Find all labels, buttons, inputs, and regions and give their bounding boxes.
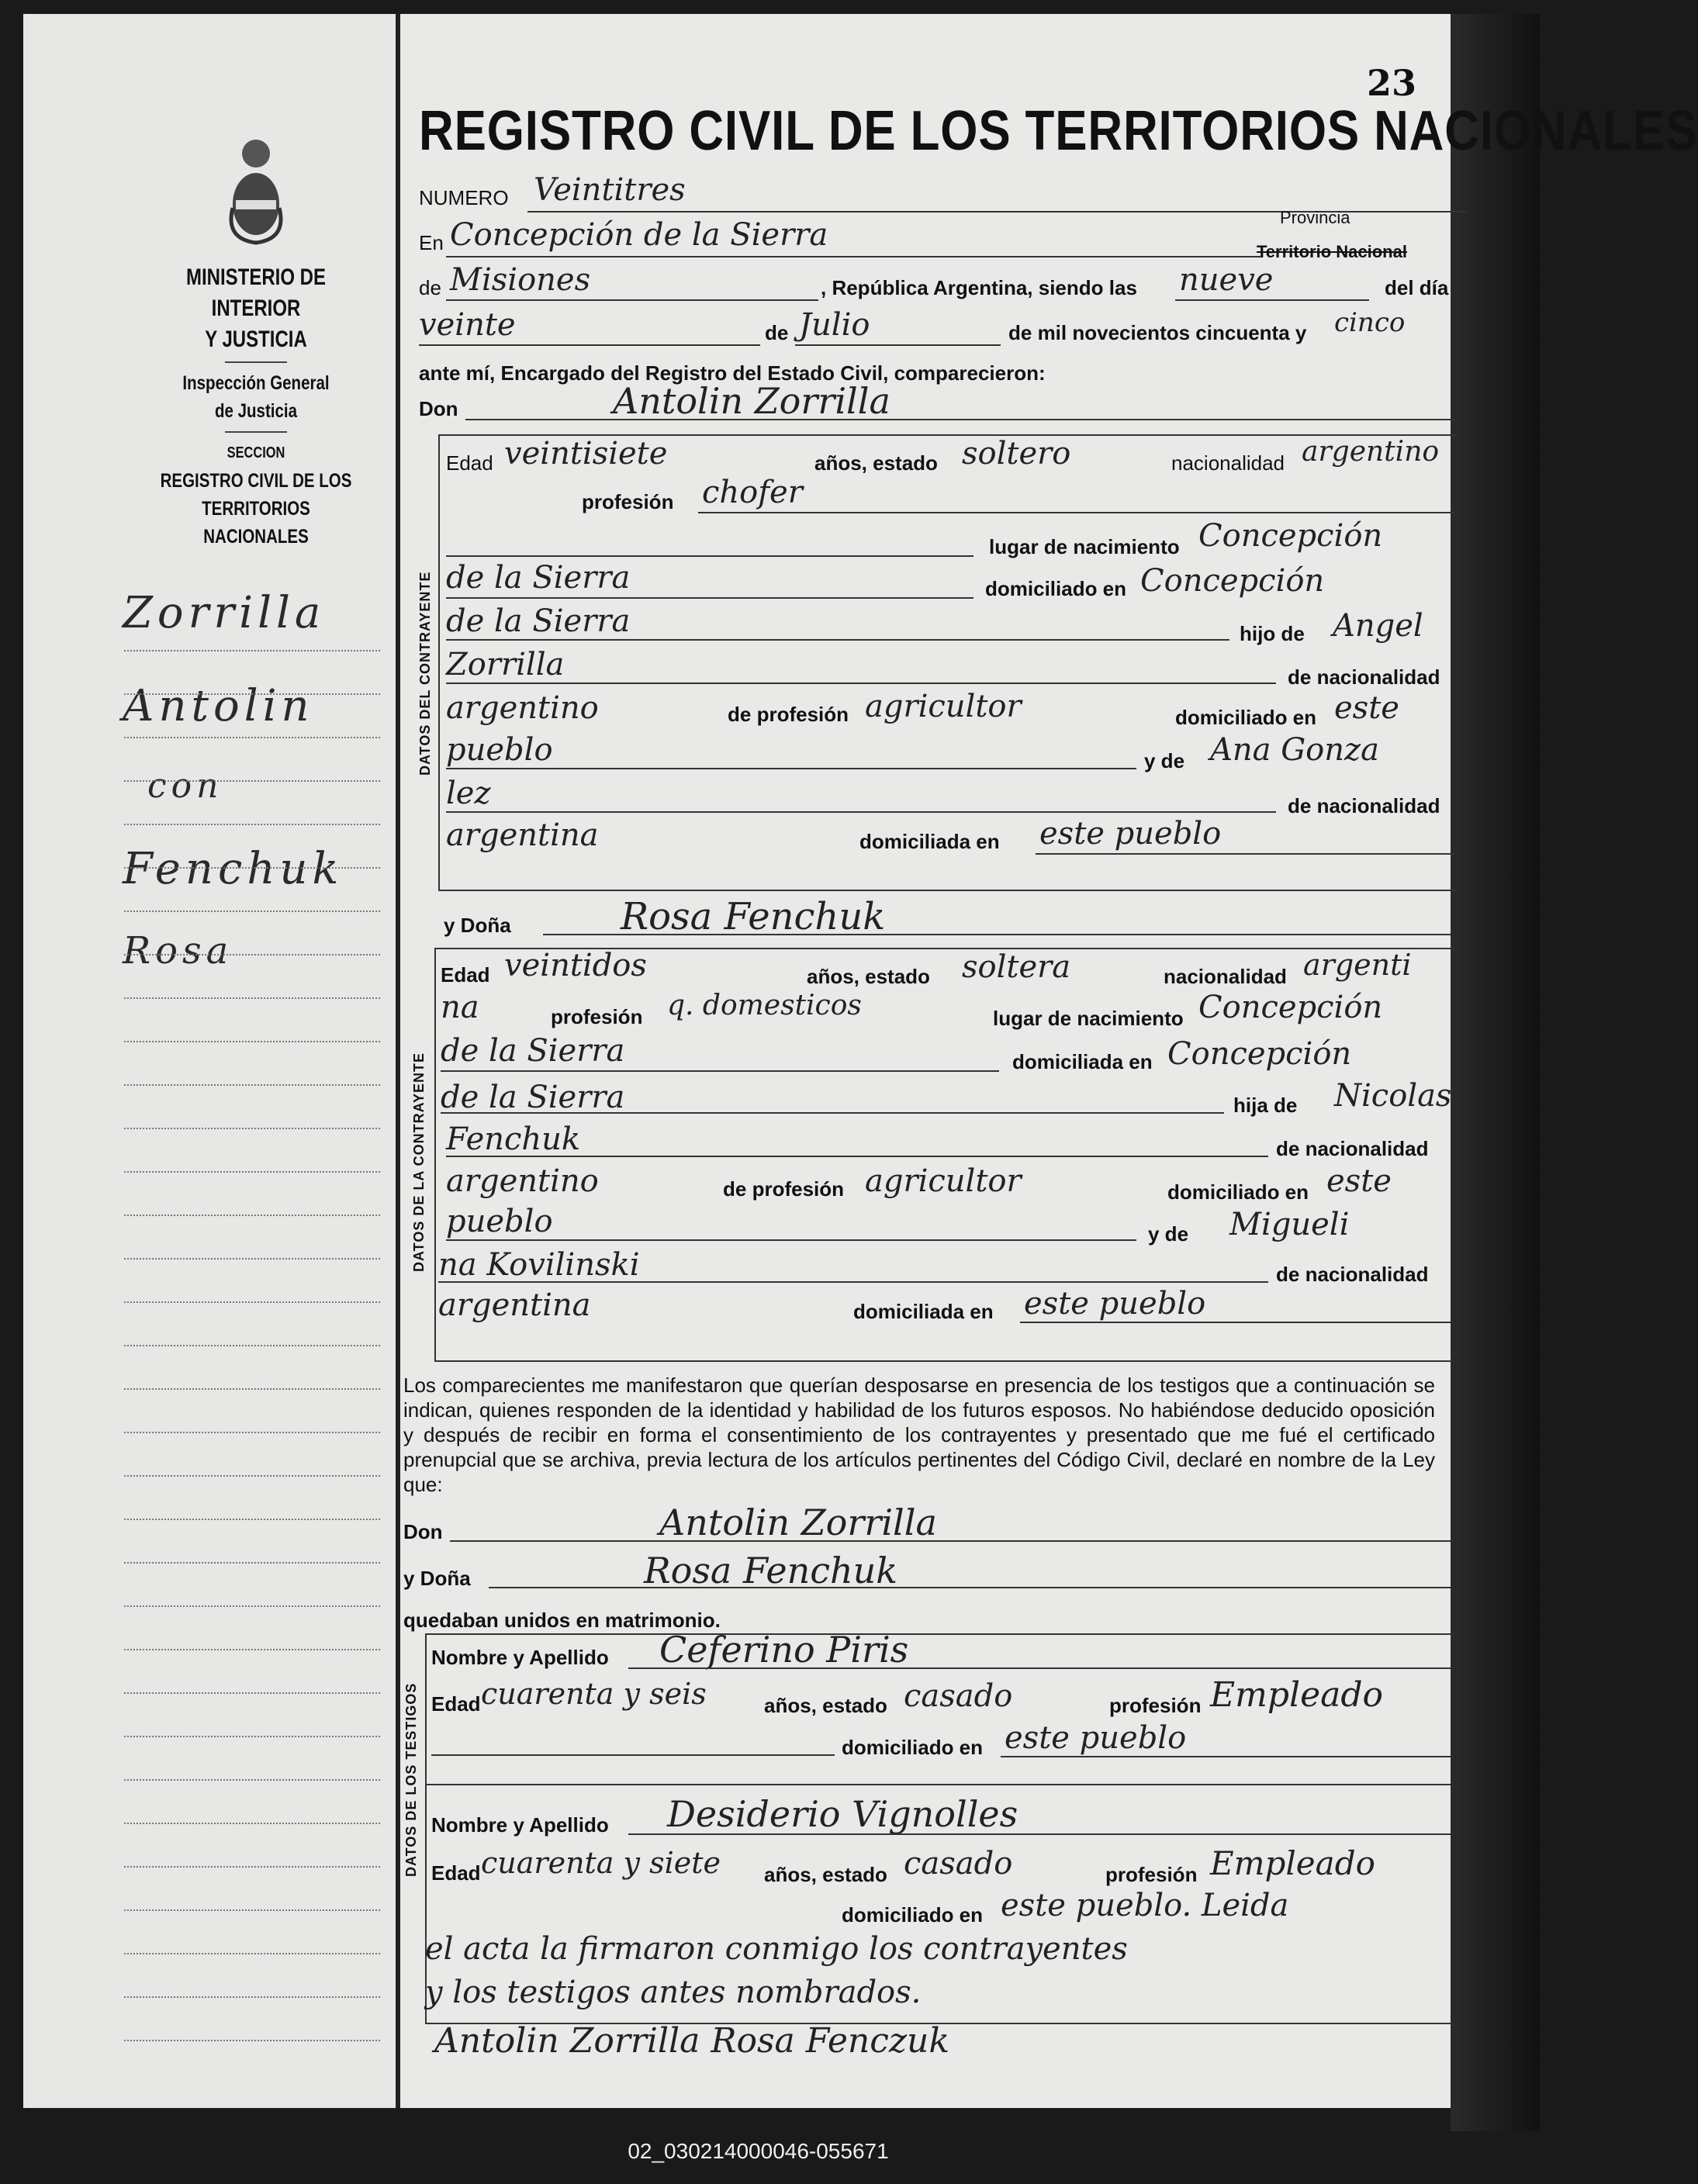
mil-label: de mil novecientos cincuenta y [1008,321,1307,344]
g-dom-value1: Concepción [1140,563,1325,599]
margin-ruled-line [124,1388,380,1390]
margin-ruled-line [124,954,380,955]
margin-ruled-line [124,1258,380,1260]
b-padre-nac-label: de nacionalidad [1276,1137,1429,1160]
margin-ruled-line [124,737,380,738]
b-anos-estado-label: años, estado [807,965,930,988]
margin-name-3: con [147,766,223,806]
page-number: 23 [1367,62,1417,104]
b-dom-value1: Concepción [1167,1036,1352,1072]
b-padre-dom-value2: pueblo [446,1204,553,1239]
g-padre-dom-value2: pueblo [446,732,553,768]
b-nac-value1: argenti [1303,948,1412,982]
margin-name-2: Antolin [123,681,314,731]
g-y-de-label: y de [1144,749,1185,772]
b-lugar-value1: Concepción [1198,990,1383,1025]
closing-line2: y los testigos antes nombrados. [425,1975,922,2010]
margin-ruled-line [124,1649,380,1650]
b-madre-dom-value: este pueblo [1024,1286,1206,1322]
g-padre-value2: Zorrilla [446,647,565,682]
margin-ruled-line [124,1605,380,1607]
g-estado-value: soltero [962,436,1071,472]
del-dia-label: del día [1385,276,1449,299]
page-title: REGISTRO CIVIL DE LOS TERRITORIOS NACIONALES [419,100,1698,162]
g-madre-dom-value: este pueblo [1039,816,1222,852]
b-madre-nac-label: de nacionalidad [1276,1263,1429,1286]
b-edad-label: Edad [441,963,490,987]
groom-section-label: DATOS DEL CONTRAYENTE [417,571,433,776]
g-madre-value2: lez [446,776,491,811]
margin-ruled-line [124,997,380,999]
g-padre-dom-value: este [1334,690,1399,726]
t1-dom-value: este pueblo [1005,1720,1187,1756]
provincia-value: Misiones [450,262,591,298]
numero-value: Veintitres [534,172,686,208]
dia-value: veinte [419,307,516,343]
margin-ruled-line [124,1519,380,1520]
margin-ruled-line [124,2040,380,2041]
g-lugar-value2: de la Sierra [446,560,631,596]
g-madre-nac-label: de nacionalidad [1288,794,1440,817]
declaration-paragraph: Los comparecientes me manifestaron que querían desposarse en presencia de los testigos que a continuación se indican, quienes responden de la identidad y habilidad de los futuros esposos. No habiéndose deducido oposición y después de recibir en forma el consentimiento de los contrayentes y presentado que me fué el certificado prenupcial que se archiva, previa lectura de los artículos pertinentes del Código Civil, declaré en nombre de la Ley que: [403,1374,1435,1496]
don-label: Don [419,397,458,420]
margin-column [23,14,400,2108]
b-madre-value1: Migueli [1229,1207,1350,1242]
b-padre-dom-label: domiciliado en [1167,1180,1309,1204]
t2-edad-label: Edad [431,1861,481,1885]
margin-ruled-line [124,824,380,825]
b-nac-label: nacionalidad [1164,965,1287,988]
t1-estado-value: casado [904,1678,1013,1714]
t1-prof-label: profesión [1109,1694,1202,1717]
g-padre-prof-value: agricultor [865,689,1022,724]
t1-edad-label: Edad [431,1692,481,1716]
g-padre-nac-label: de nacionalidad [1288,665,1440,689]
margin-name-1: Zorrilla [123,588,326,638]
g-madre-value1: Ana Gonza [1210,732,1379,768]
lugar-value: Concepción de la Sierra [450,217,828,253]
y-dona-label: y Doña [444,914,511,937]
g-edad-value: veintisiete [504,436,668,472]
b-padre-value2: Fenchuk [446,1121,581,1157]
dona2-value: Rosa Fenchuk [644,1550,898,1591]
dona-value: Rosa Fenchuk [621,895,886,938]
margin-ruled-line [124,911,380,912]
b-madre-dom-label: domiciliada en [853,1300,994,1323]
b-madre-nac-value: argentina [438,1287,591,1323]
margin-ruled-line [124,1692,380,1694]
g-prof-value: chofer [702,475,803,510]
seccion-label: SECCION [227,444,285,461]
t1-prof-value: Empleado [1210,1675,1384,1715]
b-nac-value2: na [441,990,479,1025]
margin-ruled-line [124,1996,380,1998]
b-dom-value2: de la Sierra [441,1080,625,1115]
ministry-line1: MINISTERIO DE INTERIOR [185,264,326,321]
b-padre-prof-label: de profesión [723,1177,845,1201]
b-padre-prof-value: agricultor [865,1163,1022,1199]
republica-label: , República Argentina, siendo las [821,276,1137,299]
b-padre-nac-value: argentino [446,1163,599,1199]
margin-ruled-line [124,867,380,869]
margin-ruled-line [124,1823,380,1824]
don-value: Antolin Zorrilla [613,380,890,422]
b-padre-dom-value: este [1326,1163,1392,1199]
g-nac-value: argentino [1302,436,1440,468]
g-padre-nac-value: argentino [446,690,599,726]
coat-of-arms-icon [225,130,287,247]
b-y-de-label: y de [1148,1222,1189,1246]
t2-anos-label: años, estado [764,1863,887,1886]
b-padre-value1: Nicolas [1334,1078,1452,1114]
hora-value: nueve [1179,262,1274,298]
g-lugar-label: lugar de nacimiento [989,535,1180,558]
margin-ruled-line [124,1041,380,1042]
b-edad-value: veintidos [504,948,647,983]
g-lugar-value1: Concepción [1198,518,1383,554]
g-dom-value2: de la Sierra [446,603,631,639]
margin-name-4: Fenchuk [123,844,344,894]
ante-label: ante mí, Encargado del Registro del Estado Civil, comparecieron: [419,361,1046,385]
bride-section-label: DATOS DE LA CONTRAYENTE [411,1052,427,1272]
quedaban-label: quedaban unidos en matrimonio. [403,1609,721,1632]
t1-edad-value: cuarenta y seis [481,1677,707,1711]
en-label: En [419,231,444,254]
t2-dom-label: domiciliado en [842,1903,984,1927]
margin-ruled-line [124,1953,380,1954]
registro-line1: REGISTRO CIVIL DE LOS [160,470,352,492]
b-dom-label: domiciliada en [1012,1050,1153,1073]
margin-name-5: Rosa [123,929,233,973]
margin-ruled-line [124,1215,380,1216]
b-prof-value: q. domesticos [667,990,862,1021]
g-madre-nac-value: argentina [446,817,599,853]
margin-ruled-line [124,1345,380,1346]
t2-prof-label: profesión [1105,1863,1198,1886]
archive-id: 02_030214000046-055671 [628,2139,889,2163]
g-prof-label: profesión [582,490,674,513]
y-dona2-label: y Doña [403,1567,471,1590]
g-nac-label: nacionalidad [1171,451,1285,475]
margin-ruled-line [124,780,380,782]
g-madre-dom-label: domiciliada en [859,830,1000,853]
t2-edad-value: cuarenta y siete [481,1846,721,1880]
g-edad-label: Edad [446,451,493,475]
margin-ruled-line [124,1736,380,1737]
ministry-heading [132,262,380,551]
margin-ruled-line [124,1779,380,1781]
b-lugar-label: lugar de nacimiento [993,1007,1184,1030]
de-mes-label: de [765,321,789,344]
margin-ruled-line [124,693,380,695]
provincia-label: Provincia [1280,208,1350,227]
t2-nombre-label: Nombre y Apellido [431,1813,609,1837]
registro-line2: TERRITORIOS NACIONALES [202,498,310,548]
b-lugar-value2: de la Sierra [441,1033,625,1069]
t1-nombre-value: Ceferino Piris [659,1629,909,1671]
book-binding [1451,14,1540,2131]
margin-ruled-line [124,1432,380,1433]
margin-ruled-line [124,1301,380,1303]
mes-value: Julio [799,307,870,343]
t2-nombre-value: Desiderio Vignolles [667,1793,1018,1835]
inspeccion-line1: Inspección General [182,372,330,394]
b-estado-value: soltera [962,949,1071,985]
signatures: Antolin Zorrilla Rosa Fenczuk [434,2021,950,2061]
t1-nombre-label: Nombre y Apellido [431,1646,609,1669]
don2-value: Antolin Zorrilla [659,1502,937,1543]
g-anos-estado-label: años, estado [814,451,938,475]
ministry-line2: Y JUSTICIA [205,327,307,352]
t1-dom-label: domiciliado en [842,1736,984,1759]
t2-prof-value: Empleado [1210,1844,1375,1882]
margin-ruled-line [124,1084,380,1086]
b-madre-value2: na Kovilinski [438,1247,640,1283]
b-hija-label: hija de [1233,1094,1298,1117]
witnesses-section-label: DATOS DE LOS TESTIGOS [403,1682,419,1877]
b-prof-label: profesión [551,1005,643,1028]
margin-ruled-line [124,1909,380,1911]
g-padre-dom-label: domiciliado en [1175,706,1317,729]
g-padre-prof-label: de profesión [728,703,849,726]
margin-ruled-line [124,650,380,651]
t2-estado-value: casado [904,1846,1013,1882]
margin-ruled-line [124,1128,380,1129]
margin-ruled-line [124,1866,380,1868]
inspeccion-line2: de Justicia [215,400,297,422]
closing-line1: el acta la firmaron conmigo los contrayentes [425,1931,1128,1967]
de-label: de [419,276,441,299]
g-hijo-label: hijo de [1240,622,1305,645]
margin-ruled-line [124,1562,380,1564]
g-dom-label: domiciliado en [985,577,1127,600]
g-padre-value1: Angel [1333,608,1423,644]
numero-label: NUMERO [419,186,509,209]
anio-value: cinco [1334,307,1406,338]
territorio-label: Territorio Nacional [1257,242,1407,261]
margin-ruled-line [124,1475,380,1477]
t1-anos-label: años, estado [764,1694,887,1717]
don2-label: Don [403,1520,443,1543]
t2-dom-value: este pueblo. Leida [1001,1888,1289,1923]
margin-ruled-line [124,1171,380,1173]
